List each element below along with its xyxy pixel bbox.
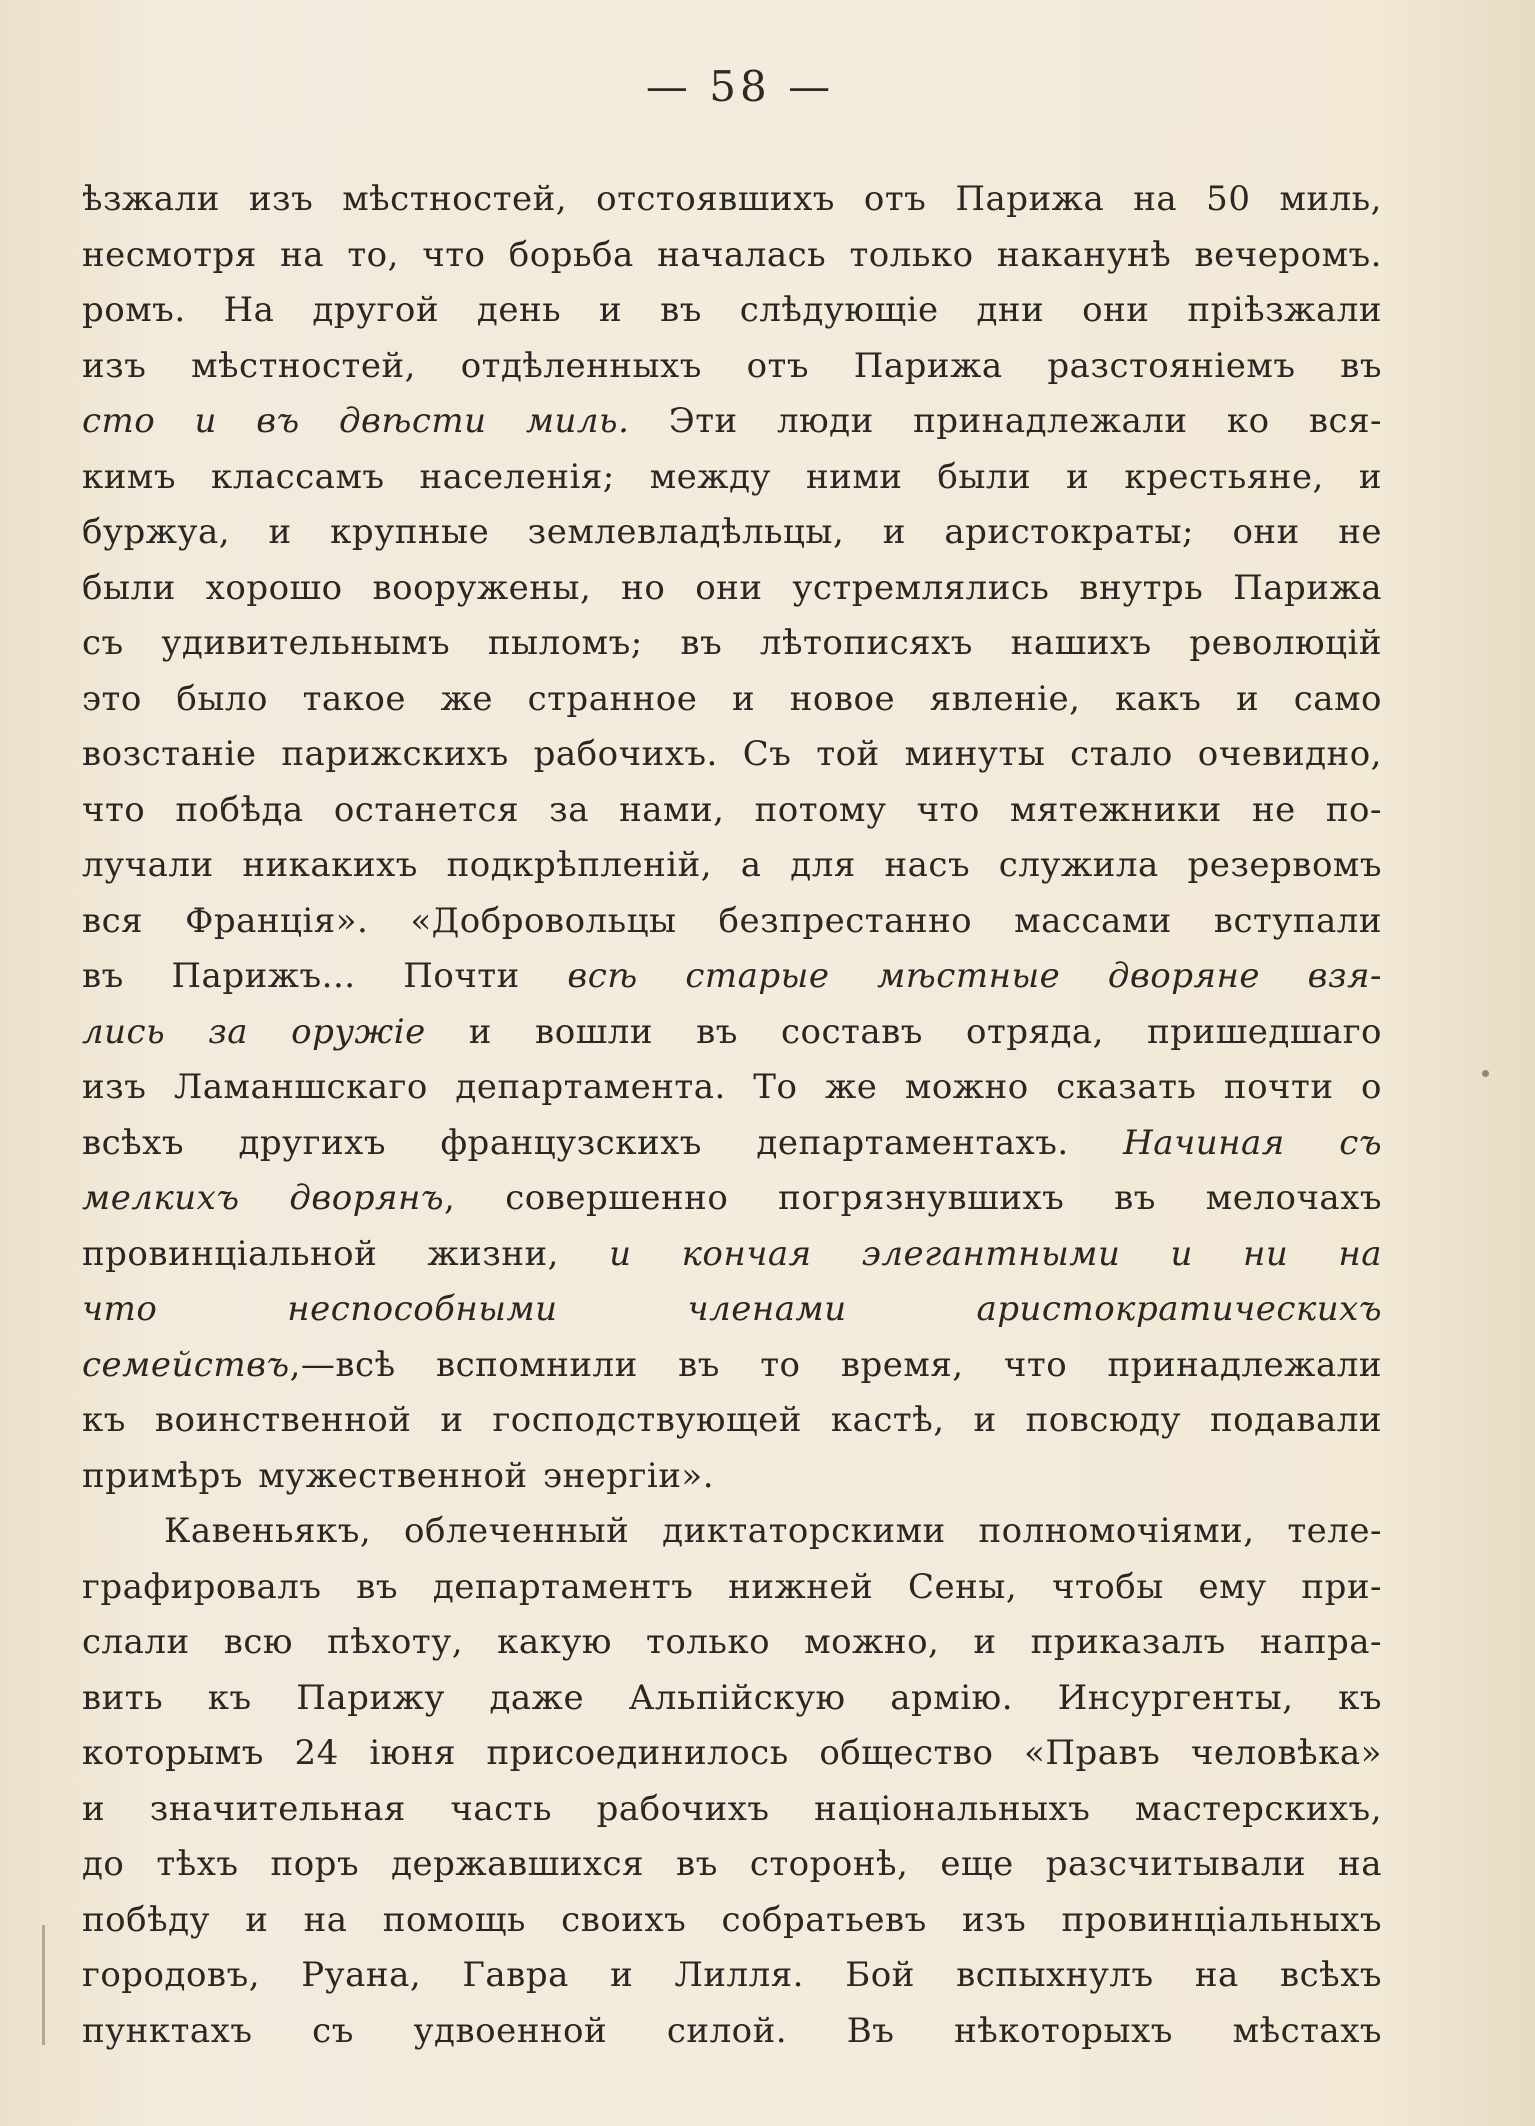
text-run: ,—всѣ вспомнили въ то время, что принадлежали: [289, 1344, 1382, 1385]
text-line: [82, 1782, 1382, 1838]
text-run: слали всю пѣхоту, какую только можно, и приказалъ напра-: [82, 1622, 1382, 1662]
text-run: городовъ, Руана, Гавра и Лилля. Бой вспыхнулъ на всѣхъ: [82, 1955, 1382, 1995]
text-line: [82, 283, 1382, 339]
text-run: кимъ классамъ населенія; между ними были и крестьяне, и: [82, 456, 1382, 497]
italic-text: семействъ: [82, 1344, 290, 1385]
page-number: — 58 —: [645, 62, 835, 111]
text-run: ѣзжали изъ мѣстностей, отстоявшихъ отъ Парижа на 50 миль,: [82, 179, 1382, 219]
text-line: [82, 172, 1382, 228]
text-line: [82, 949, 1382, 1005]
text-line: [82, 1227, 1382, 1283]
text-run: вся Франція». «Добровольцы безпрестанно массами вступали: [82, 900, 1382, 941]
italic-text: мелкихъ дворянъ: [82, 1178, 445, 1218]
text-run: до тѣхъ поръ державшихся въ сторонѣ, еще разсчитывали на: [82, 1844, 1382, 1884]
text-run: побѣду и на помощь своихъ собратьевъ изъ провинціальныхъ: [82, 1899, 1382, 1940]
text-line: [82, 450, 1382, 506]
margin-ink-dot: [1482, 1070, 1489, 1077]
text-line: [82, 727, 1382, 783]
text-line: [82, 2004, 1382, 2060]
text-run: были хорошо вооружены, но они устремлялись внутрь Парижа: [82, 567, 1382, 608]
text-line: [82, 1893, 1382, 1949]
text-line: [82, 1282, 1382, 1338]
text-line: [82, 1560, 1382, 1616]
italic-text: сто и въ двѣсти миль.: [82, 401, 630, 441]
text-line: [82, 1116, 1382, 1172]
italic-text: Начиная съ: [1123, 1122, 1382, 1163]
italic-text: и кончая элегантными и ни на: [609, 1233, 1382, 1274]
text-line: [82, 672, 1382, 728]
italic-text: лись за оружіе: [82, 1011, 426, 1052]
text-line: [82, 1393, 1382, 1449]
text-run: вить къ Парижу даже Альпійскую армію. Инсургенты, къ: [82, 1677, 1382, 1718]
text-run: и значительная часть рабочихъ національныхъ мастерскихъ,: [82, 1788, 1382, 1829]
text-line: [82, 228, 1382, 284]
text-run: примѣръ мужественной энергіи».: [82, 1455, 715, 1496]
text-run: всѣхъ другихъ французскихъ департаментахъ.: [82, 1122, 1124, 1163]
text-run: Кавеньякъ, облеченный диктаторскими полномочіями, теле-: [164, 1511, 1382, 1551]
text-line: [82, 1060, 1382, 1116]
text-line: [82, 1171, 1382, 1227]
text-run: и вошли въ составъ отряда, пришедшаго: [425, 1011, 1382, 1052]
text-run: что побѣда останется за нами, потому что мятежники не по-: [82, 789, 1382, 830]
text-run: къ воинственной и господствующей кастѣ, и повсюду подавали: [82, 1400, 1382, 1440]
text-line: [82, 505, 1382, 561]
text-line: [82, 1504, 1382, 1560]
text-run: лучали никакихъ подкрѣпленій, а для насъ служила резервомъ: [82, 845, 1382, 885]
text-run: провинціальной жизни,: [82, 1233, 610, 1274]
text-run: пунктахъ съ удвоенной силой. Въ нѣкоторыхъ мѣстахъ: [82, 2010, 1382, 2051]
text-line: [82, 339, 1382, 395]
text-line: [82, 1671, 1382, 1727]
text-line: [82, 894, 1382, 950]
text-run: несмотря на то, что борьба началась только наканунѣ вечеромъ.: [82, 234, 1382, 275]
text-line: [82, 1948, 1382, 2004]
text-run: изъ Ламаншскаго департамента. То же можно сказать почти о: [82, 1067, 1382, 1107]
text-line: [82, 783, 1382, 839]
text-run: ромъ. На другой день и въ слѣдующіе дни они пріѣзжали: [82, 290, 1382, 330]
text-run: въ Парижъ... Почти: [82, 956, 568, 996]
text-run: это было такое же странное и новое явленіе, какъ и само: [82, 678, 1382, 719]
text-run: которымъ 24 іюня присоединилось общество «Правъ человѣка»: [82, 1733, 1382, 1773]
text-run: возстаніе парижскихъ рабочихъ. Съ той минуты стало очевидно,: [82, 734, 1382, 774]
text-run: графировалъ въ департаментъ нижней Сены, чтобы ему при-: [82, 1566, 1382, 1607]
text-run: , совершенно погрязнувшихъ въ мелочахъ: [444, 1178, 1382, 1218]
text-line: [82, 1837, 1382, 1893]
italic-text: всѣ старые мѣстные дворяне взя-: [567, 956, 1382, 996]
text-line: [82, 616, 1382, 672]
italic-text: что неспособными членами аристократическихъ: [82, 1289, 1382, 1329]
text-line: [82, 838, 1382, 894]
text-run: изъ мѣстностей, отдѣленныхъ отъ Парижа разстояніемъ въ: [82, 345, 1382, 386]
text-line: [82, 561, 1382, 617]
text-line: [82, 1449, 1382, 1505]
text-line: [82, 1726, 1382, 1782]
body-text: [82, 172, 1382, 2059]
text-line: [82, 1005, 1382, 1061]
text-run: Эти люди принадлежали ко вся-: [629, 401, 1383, 441]
text-line: [82, 1615, 1382, 1671]
text-run: буржуа, и крупные землевладѣльцы, и аристократы; они не: [82, 512, 1382, 552]
text-run: съ удивительнымъ пыломъ; въ лѣтописяхъ нашихъ революцій: [82, 623, 1382, 663]
text-line: [82, 394, 1382, 450]
margin-pencil-mark: [42, 1925, 45, 2045]
text-line: [82, 1338, 1382, 1394]
